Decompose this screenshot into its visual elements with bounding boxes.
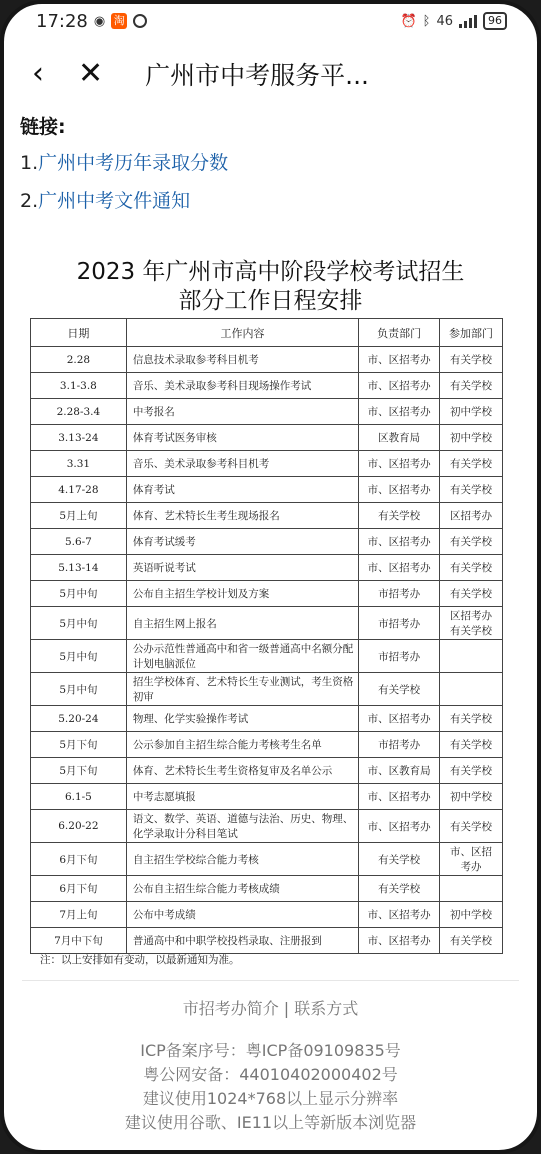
document-title	[4, 258, 537, 316]
col-header-responsible: 负责部门	[359, 319, 440, 347]
cell-responsible: 市、区教育局	[359, 758, 440, 784]
table-row	[31, 876, 503, 902]
divider	[22, 980, 519, 981]
cell-work: 英语听说考试	[126, 555, 358, 581]
taobao-icon: 淘	[111, 13, 127, 29]
cell-responsible: 有关学校	[359, 673, 440, 706]
cell-participant: 初中学校	[440, 425, 503, 451]
table-row	[31, 399, 503, 425]
link-item	[20, 144, 537, 182]
col-header-work: 工作内容	[126, 319, 358, 347]
cell-responsible: 市招考办	[359, 732, 440, 758]
cell-date: 7月上旬	[31, 902, 127, 928]
table-row	[31, 640, 503, 673]
network-type-label: 46	[436, 13, 453, 29]
footer-separator: |	[278, 999, 295, 1018]
cell-work: 体育、艺术特长生考生资格复审及名单公示	[126, 758, 358, 784]
footer-icp: ICP备案序号：粤ICP备09109835号	[140, 1041, 401, 1060]
schedule-table-body	[31, 347, 503, 954]
cell-work: 自主招生网上报名	[126, 607, 358, 640]
cell-responsible: 市、区招考办	[359, 902, 440, 928]
cell-date: 6月下旬	[31, 843, 127, 876]
cell-work: 自主招生学校综合能力考核	[126, 843, 358, 876]
cell-work: 公示参加自主招生综合能力考核考生名单	[126, 732, 358, 758]
table-row	[31, 373, 503, 399]
cell-date: 5月下旬	[31, 732, 127, 758]
cell-responsible: 市、区招考办	[359, 347, 440, 373]
cell-date: 5月上旬	[31, 503, 127, 529]
cell-date: 5.13-14	[31, 555, 127, 581]
table-row	[31, 451, 503, 477]
cell-work: 中考报名	[126, 399, 358, 425]
cell-participant: 有关学校	[440, 477, 503, 503]
alarm-icon: ⏰	[400, 13, 417, 29]
cell-date: 3.31	[31, 451, 127, 477]
back-icon[interactable]: ‹	[32, 56, 44, 91]
schedule-table	[30, 318, 503, 954]
document-title-line1: 2023 年广州市高中阶段学校考试招生	[76, 259, 465, 285]
cell-responsible: 市招考办	[359, 581, 440, 607]
cell-work: 语文、数学、英语、道德与法治、历史、物理、化学录取计分科目笔试	[126, 810, 358, 843]
cell-responsible: 有关学校	[359, 843, 440, 876]
cell-participant: 市、区招 考办	[440, 843, 503, 876]
table-header-row	[31, 319, 503, 347]
link-number: 1.	[20, 152, 39, 174]
table-row	[31, 673, 503, 706]
cell-work: 体育考试缓考	[126, 529, 358, 555]
cell-responsible: 市、区招考办	[359, 529, 440, 555]
cell-work: 普通高中和中职学校投档录取、注册报到	[126, 928, 358, 954]
cell-date: 5月下旬	[31, 758, 127, 784]
table-row	[31, 529, 503, 555]
cell-participant: 有关学校	[440, 928, 503, 954]
cell-date: 3.1-3.8	[31, 373, 127, 399]
footer-police: 粤公网安备：44010402000402号	[143, 1065, 398, 1084]
page-content	[4, 112, 537, 966]
cell-work: 体育考试医务审核	[126, 425, 358, 451]
link-admission-scores[interactable]: 广州中考历年录取分数	[38, 152, 229, 174]
col-header-date: 日期	[31, 319, 127, 347]
table-row	[31, 581, 503, 607]
footer	[4, 996, 537, 1135]
loading-icon	[133, 14, 147, 28]
bluetooth-icon: ᛒ	[422, 13, 431, 29]
cell-work: 音乐、美术录取参考科目现场操作考试	[126, 373, 358, 399]
table-row	[31, 732, 503, 758]
cell-responsible: 市、区招考办	[359, 784, 440, 810]
table-row	[31, 758, 503, 784]
cell-date: 4.17-28	[31, 477, 127, 503]
table-row	[31, 425, 503, 451]
cell-participant: 有关学校	[440, 706, 503, 732]
links-heading: 链接:	[20, 116, 66, 138]
cell-participant: 区招考办	[440, 503, 503, 529]
page-title: 广州市中考服务平...	[145, 61, 369, 90]
cell-participant: 有关学校	[440, 581, 503, 607]
cell-date: 2.28	[31, 347, 127, 373]
cell-date: 5月中旬	[31, 673, 127, 706]
cell-work: 体育、艺术特长生考生现场报名	[126, 503, 358, 529]
cell-participant	[440, 876, 503, 902]
cell-participant: 有关学校	[440, 758, 503, 784]
table-row	[31, 784, 503, 810]
cell-participant: 有关学校	[440, 529, 503, 555]
cell-responsible: 市、区招考办	[359, 451, 440, 477]
cell-work: 音乐、美术录取参考科目机考	[126, 451, 358, 477]
cell-date: 5.6-7	[31, 529, 127, 555]
cell-participant: 有关学校	[440, 732, 503, 758]
link-number: 2.	[20, 190, 39, 212]
cell-participant: 初中学校	[440, 784, 503, 810]
cell-participant	[440, 673, 503, 706]
table-row	[31, 843, 503, 876]
cell-participant: 初中学校	[440, 399, 503, 425]
cell-date: 6月下旬	[31, 876, 127, 902]
cell-date: 5月中旬	[31, 581, 127, 607]
schedule-note: 注：以上安排如有变动，以最新通知为准。	[40, 954, 240, 966]
link-exam-notices[interactable]: 广州中考文件通知	[38, 190, 191, 212]
cell-work: 信息技术录取参考科目机考	[126, 347, 358, 373]
cell-date: 3.13-24	[31, 425, 127, 451]
cell-date: 7月中下旬	[31, 928, 127, 954]
cell-date: 6.1-5	[31, 784, 127, 810]
cell-responsible: 区教育局	[359, 425, 440, 451]
cell-participant: 有关学校	[440, 373, 503, 399]
table-row	[31, 477, 503, 503]
cell-participant: 有关学校	[440, 810, 503, 843]
cell-work: 招生学校体育、艺术特长生专业测试，考生资格初审	[126, 673, 358, 706]
cell-responsible: 有关学校	[359, 503, 440, 529]
cell-responsible: 市、区招考办	[359, 477, 440, 503]
cell-responsible: 市、区招考办	[359, 399, 440, 425]
status-time: 17:28	[36, 10, 88, 32]
cell-participant	[440, 640, 503, 673]
cell-participant: 有关学校	[440, 555, 503, 581]
cell-participant: 初中学校	[440, 902, 503, 928]
cell-responsible: 市、区招考办	[359, 810, 440, 843]
links-section	[4, 112, 537, 220]
document-title-line2: 部分工作日程安排	[178, 288, 363, 314]
footer-browser: 建议使用谷歌、IE11以上等新版本浏览器	[124, 1113, 417, 1132]
link-item	[20, 182, 537, 220]
table-row	[31, 347, 503, 373]
footer-contact-link[interactable]: 联系方式	[294, 999, 359, 1018]
cell-date: 5月中旬	[31, 607, 127, 640]
signal-icon	[459, 14, 477, 28]
table-row	[31, 928, 503, 954]
cell-work: 物理、化学实验操作考试	[126, 706, 358, 732]
cell-work: 体育考试	[126, 477, 358, 503]
cell-date: 5月中旬	[31, 640, 127, 673]
cell-responsible: 市、区招考办	[359, 555, 440, 581]
table-row	[31, 607, 503, 640]
cell-responsible: 市、区招考办	[359, 928, 440, 954]
col-header-participant: 参加部门	[440, 319, 503, 347]
cell-participant: 有关学校	[440, 451, 503, 477]
cell-work: 公布中考成绩	[126, 902, 358, 928]
cell-date: 2.28-3.4	[31, 399, 127, 425]
cell-responsible: 市招考办	[359, 607, 440, 640]
table-row	[31, 555, 503, 581]
cell-responsible: 有关学校	[359, 876, 440, 902]
table-row	[31, 706, 503, 732]
cell-work: 公办示范性普通高中和省一级普通高中名额分配计划电脑派位	[126, 640, 358, 673]
wechat-icon: ◉	[93, 13, 106, 29]
footer-intro-link[interactable]: 市招考办简介	[182, 999, 279, 1018]
footer-links	[4, 996, 537, 1019]
status-bar	[4, 4, 537, 38]
cell-participant: 区招考办 有关学校	[440, 607, 503, 640]
cell-work: 公布自主招生学校计划及方案	[126, 581, 358, 607]
cell-participant: 有关学校	[440, 347, 503, 373]
cell-responsible: 市、区招考办	[359, 373, 440, 399]
cell-date: 5.20-24	[31, 706, 127, 732]
close-icon[interactable]: ✕	[78, 56, 104, 91]
cell-work: 公布自主招生综合能力考核成绩	[126, 876, 358, 902]
footer-resolution: 建议使用1024*768以上显示分辨率	[142, 1089, 399, 1108]
table-row	[31, 902, 503, 928]
cell-date: 6.20-22	[31, 810, 127, 843]
table-row	[31, 810, 503, 843]
cell-responsible: 市、区招考办	[359, 706, 440, 732]
nav-bar	[4, 44, 537, 104]
cell-responsible: 市招考办	[359, 640, 440, 673]
battery-icon: 96	[483, 12, 507, 30]
cell-work: 中考志愿填报	[126, 784, 358, 810]
table-row	[31, 503, 503, 529]
